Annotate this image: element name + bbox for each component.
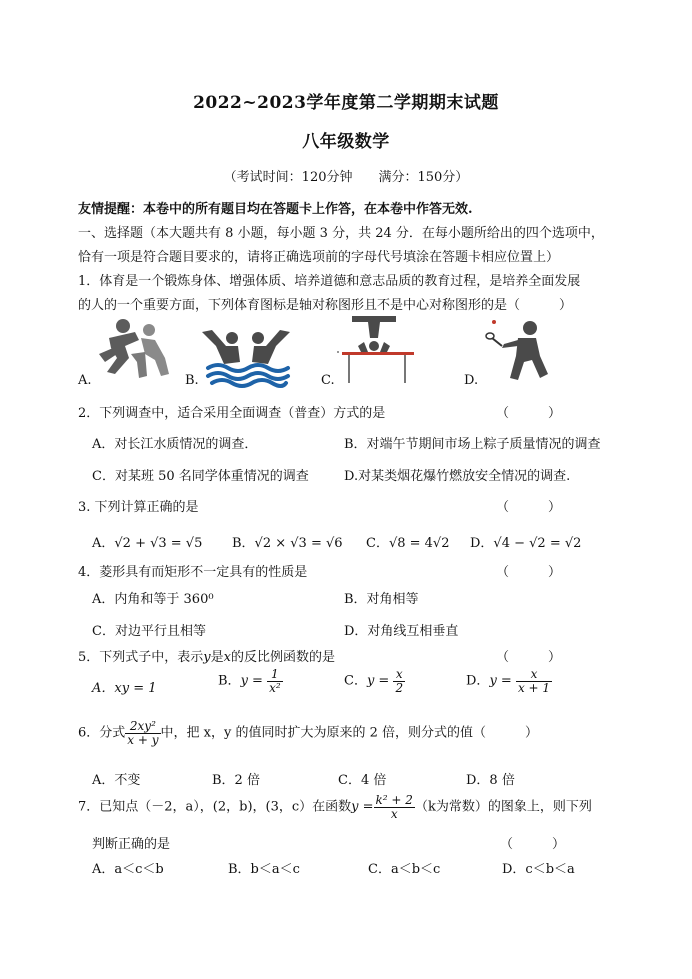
notice: 友情提醒：本卷中的所有题目均在答题卡上作答，在本卷中作答无效. <box>78 202 473 217</box>
q5-stem-post: 的反比例函数的是 <box>231 650 336 665</box>
q3-option-a: A．√2 + √3 = √5 <box>92 536 203 551</box>
section-heading-line2: 恰有一项是符合题目要求的，请将正确选项前的字母代号填涂在答题卡相应位置上） <box>78 250 560 265</box>
q1-stem-line2: 的人的一个重要方面，下列体育图标是轴对称图形且不是中心对称图形的是（ ） <box>78 298 573 313</box>
q5-option-b-numerator: 1 <box>267 668 283 682</box>
q7-denominator: x <box>390 806 398 821</box>
q5-stem-y: y <box>203 650 211 665</box>
q5-option-c-fraction <box>393 668 405 694</box>
q4-option-d: D．对角线互相垂直 <box>344 624 459 639</box>
q5-stem-pre: 5．下列式子中，表示 <box>78 650 204 665</box>
q7-option-d: D．c＜b＜a <box>502 862 575 877</box>
q4-option-c: C．对边平行且相等 <box>92 624 206 639</box>
q5-stem-mid: 是 <box>210 650 224 665</box>
synchronized-swimming-icon <box>202 326 290 386</box>
q5-option-d-label: D． <box>466 673 490 689</box>
q6-stem-pre: 6．分式 <box>78 725 126 741</box>
q6-stem-post: 中，把 x，y 的值同时扩大为原来的 2 倍，则分式的值（ ） <box>160 725 538 741</box>
q2-option-a: A．对长江水质情况的调查． <box>92 437 258 452</box>
wrestling-icon <box>95 318 177 382</box>
q6-option-a: A．不变 <box>92 773 141 788</box>
q5-option-b-lhs: y = <box>240 673 263 689</box>
page-title: 2022~2023学年度第二学期期末试题 <box>193 93 499 113</box>
q2-option-c: C．对某班 50 名同学体重情况的调查 <box>92 469 309 484</box>
q4-stem: 4．菱形具有而矩形不一定具有的性质是 <box>78 565 308 580</box>
q3-option-b: B．√2 × √3 = √6 <box>232 536 343 551</box>
q4-option-a: A．内角和等于 360⁰ <box>92 592 214 607</box>
q6-option-b: B．2 倍 <box>212 773 260 788</box>
badminton-icon <box>484 318 550 384</box>
q1-option-a-label: A. <box>78 373 92 388</box>
q5-stem-x: x <box>223 650 231 665</box>
q7-answer-bracket: （ ） <box>500 837 566 852</box>
q7-fraction <box>374 794 415 820</box>
q7-stem-line1 <box>78 794 592 820</box>
q3-stem: 3. 下列计算正确的是 <box>78 500 199 515</box>
q5-option-b <box>218 668 283 694</box>
q5-answer-bracket: （ ） <box>496 650 562 665</box>
q7-function-lhs: y = <box>351 799 374 815</box>
q6-stem <box>78 720 538 746</box>
q7-stem-pre: 7．已知点（－2，a），(2，b)，(3，c）在函数 <box>78 799 352 815</box>
q1-option-d-label: D. <box>464 373 479 388</box>
q3-option-d: D．√4 − √2 = √2 <box>470 536 582 551</box>
page-subtitle: 八年级数学 <box>302 132 390 152</box>
q5-option-d-lhs: y = <box>489 673 512 689</box>
q2-option-d: D.对某类烟花爆竹燃放安全情况的调查. <box>344 469 571 484</box>
q7-numerator: k² + 2 <box>375 793 413 807</box>
q2-stem: 2．下列调查中，适合采用全面调查（普查）方式的是 <box>78 406 386 421</box>
q5-option-d <box>466 668 552 694</box>
q6-fraction <box>125 720 160 746</box>
q3-option-c: C．√8 = 4√2 <box>366 536 450 551</box>
exam-info: （考试时间：120分钟 满分：150分） <box>223 170 469 185</box>
q5-option-c-numerator: x <box>393 668 405 682</box>
q1-stem-line1: 1．体育是一个锻炼身体、增强体质、培养道德和意志品质的教育过程，是培养全面发展 <box>78 274 581 289</box>
q7-option-a: A．a＜c＜b <box>92 862 164 877</box>
q2-option-b: B．对端午节期间市场上粽子质量情况的调查 <box>344 437 601 452</box>
q7-stem-line2: 判断正确的是 <box>92 837 171 852</box>
q5-option-b-denominator: x² <box>269 680 281 695</box>
q5-option-d-numerator: x <box>516 668 552 682</box>
q5-stem <box>78 646 335 665</box>
q7-stem-post: （k为常数）的图象上，则下列 <box>414 799 592 815</box>
q6-option-d: D．8 倍 <box>466 773 515 788</box>
q5-option-d-denominator: x + 1 <box>517 680 551 695</box>
q3-answer-bracket: （ ） <box>496 500 562 515</box>
q5-option-d-fraction <box>516 668 552 694</box>
section-heading-line1: 一、选择题（本大题共有 8 小题，每小题 3 分，共 24 分．在每小题所给出的四个选项中， <box>78 226 604 241</box>
q6-option-c: C．4 倍 <box>338 773 387 788</box>
q5-option-c <box>344 668 405 694</box>
gymnastics-handstand-icon <box>336 312 416 384</box>
q6-numerator: 2xy² <box>125 720 160 734</box>
q2-answer-bracket: （ ） <box>496 406 562 421</box>
q5-option-c-lhs: y = <box>366 673 390 689</box>
q5-option-a: A．xy = 1 <box>92 681 157 696</box>
q4-option-b: B．对角相等 <box>344 592 419 607</box>
q5-option-c-label: C． <box>344 673 367 689</box>
q1-option-c-label: C. <box>321 373 335 388</box>
q5-option-c-denominator: 2 <box>395 680 404 695</box>
q6-denominator: x + y <box>127 732 159 747</box>
q5-option-b-fraction <box>267 668 283 694</box>
q5-option-b-label: B． <box>218 673 241 689</box>
q7-option-c: C．a＜b＜c <box>368 862 441 877</box>
q1-option-b-label: B. <box>185 373 199 388</box>
q4-answer-bracket: （ ） <box>496 565 562 580</box>
q7-option-b: B．b＜a＜c <box>228 862 300 877</box>
